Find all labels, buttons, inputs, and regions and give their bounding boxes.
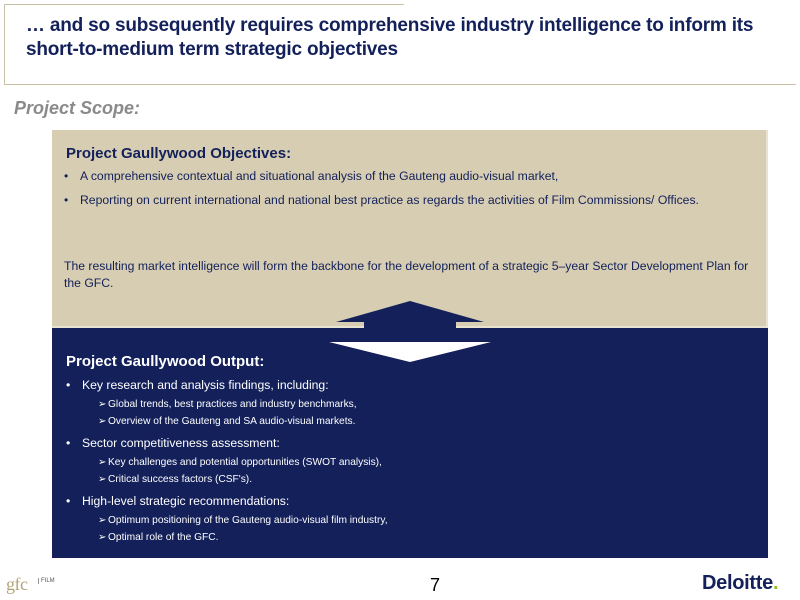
output-subitem-text: Optimal role of the GFC. <box>108 532 219 543</box>
arrowhead-bullet-icon: ➢ <box>98 416 107 427</box>
arrowhead-bullet-icon: ➢ <box>98 399 107 410</box>
output-subitem <box>98 413 756 430</box>
bullet-icon: • <box>66 378 71 392</box>
gfc-logo-text: gfc <box>6 574 28 594</box>
objective-item <box>64 192 754 208</box>
objective-item <box>64 168 754 184</box>
deloitte-logo <box>702 572 778 595</box>
arrowhead-bullet-icon: ➢ <box>98 515 107 526</box>
output-subitem-text: Global trends, best practices and industry benchmarks, <box>108 399 357 410</box>
page-number: 7 <box>430 575 441 595</box>
output-subitem <box>98 454 756 471</box>
down-arrow-icon <box>329 342 491 362</box>
bullet-icon: • <box>66 494 71 508</box>
transition-arrows-icon <box>320 298 500 364</box>
bullet-icon: • <box>64 169 69 183</box>
output-heading: Project Gaullywood Output: <box>66 353 265 370</box>
output-item <box>66 435 756 488</box>
output-subitem <box>98 529 756 546</box>
bullet-icon: • <box>64 193 69 207</box>
output-subitem-text: Critical success factors (CSF's). <box>108 474 253 485</box>
output-item-label: Key research and analysis findings, including: <box>82 378 329 392</box>
output-subitem-text: Overview of the Gauteng and SA audio-visual markets. <box>108 416 356 427</box>
deloitte-logo-dot: . <box>772 572 779 594</box>
output-subitem <box>98 512 756 529</box>
title-underline <box>4 84 796 85</box>
objectives-panel-shadow-right <box>766 130 768 328</box>
objective-text: A comprehensive contextual and situational analysis of the Gauteng audio-visual market, <box>80 169 559 183</box>
gfc-logo <box>6 574 56 598</box>
deloitte-logo-text: Deloitte <box>702 572 773 594</box>
output-list <box>66 377 756 551</box>
arrowhead-bullet-icon: ➢ <box>98 474 107 485</box>
slide-title: … and so subsequently requires comprehensive industry intelligence to inform its short-to-medium term strategic objectives <box>26 15 754 60</box>
output-sublist <box>98 396 756 430</box>
arrowhead-bullet-icon: ➢ <box>98 457 107 468</box>
objectives-heading: Project Gaullywood Objectives: <box>66 145 292 162</box>
arrowhead-bullet-icon: ➢ <box>98 532 107 543</box>
output-item-label: High-level strategic recommendations: <box>82 494 290 508</box>
output-item <box>66 493 756 546</box>
bullet-icon: • <box>66 436 71 450</box>
output-sublist <box>98 512 756 546</box>
project-scope-label: Project Scope: <box>14 98 141 118</box>
output-subitem-text: Optimum positioning of the Gauteng audio-visual film industry, <box>108 515 388 526</box>
objectives-note: The resulting market intelligence will form the backbone for the development of a strategic 5–year Sector Development Plan for the GFC. <box>64 259 749 290</box>
output-item <box>66 377 756 430</box>
objective-text: Reporting on current international and national best practice as regards the activities of Film Commissions/ Offices. <box>80 193 699 207</box>
output-subitem <box>98 396 756 413</box>
output-subitem-text: Key challenges and potential opportunities (SWOT analysis), <box>108 457 382 468</box>
output-item-label: Sector competitiveness assessment: <box>82 436 280 450</box>
gfc-logo-subtext: FILM <box>38 578 55 584</box>
output-subitem <box>98 471 756 488</box>
objectives-list <box>64 168 754 216</box>
output-sublist <box>98 454 756 488</box>
